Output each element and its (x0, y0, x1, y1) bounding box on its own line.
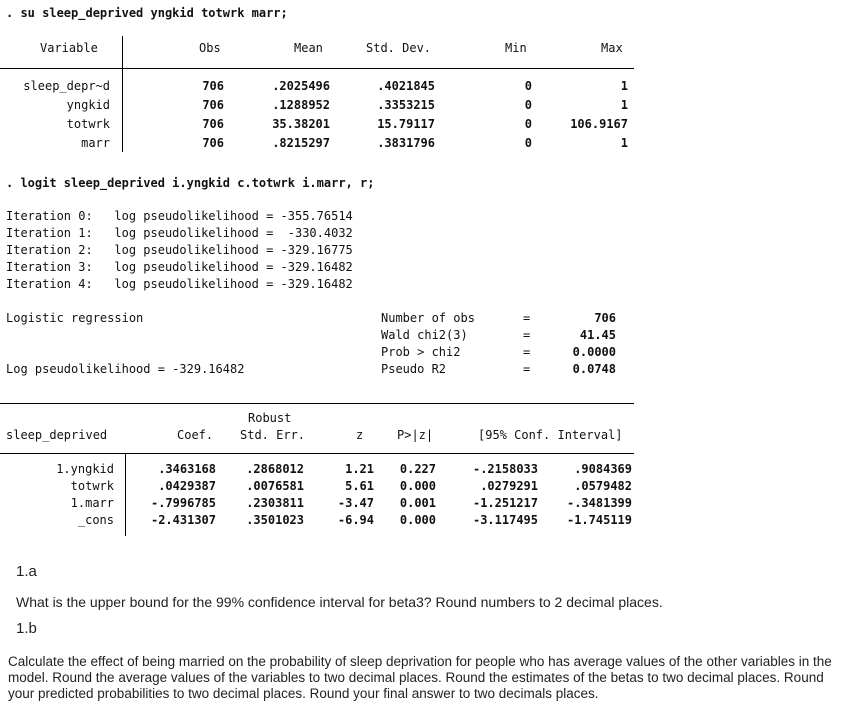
summary-obs: 706 (202, 98, 224, 112)
summary-header-mean: Mean (294, 41, 323, 55)
summary-obs: 706 (202, 79, 224, 93)
summary-sd: 15.79117 (377, 117, 435, 131)
coef-p: 0.000 (399, 513, 436, 527)
summary-header-rule (0, 68, 634, 69)
summary-max: 1 (620, 79, 628, 93)
question-1b-text: Calculate the effect of being married on the probability of sleep deprivation for people who has average values of the other variables in the model. Round the average values of the variables to two decimal places. Round the estimates of the betas to two decimal places. Round your predicted probabilities to two decimal places. Round your final answer to two decimals places. (8, 654, 832, 701)
coef-header-se: Std. Err. (240, 428, 306, 442)
summary-min: 0 (524, 98, 532, 112)
iteration-line: Iteration 2: log pseudolikelihood = -329.16775 (6, 243, 353, 257)
summary-var: yngkid (66, 98, 110, 112)
model-stat-value: 0.0000 (572, 345, 616, 359)
logit-command: . logit sleep_deprived i.yngkid c.totwrk i.marr, r; (6, 176, 375, 190)
summary-mean: .2025496 (272, 79, 330, 93)
coef-se: .2868012 (246, 462, 304, 476)
model-title: Logistic regression (6, 311, 144, 325)
coef-estimate: -.7996785 (150, 496, 216, 510)
coef-ci-low: .0279291 (480, 479, 538, 493)
coef-header-z: z (356, 428, 364, 442)
summary-header-sd: Std. Dev. (366, 41, 432, 55)
coef-header-coef: Coef. (177, 428, 214, 442)
coef-estimate: -2.431307 (150, 513, 216, 527)
coef-ci-high: .0579482 (574, 479, 632, 493)
coef-header-rule (0, 453, 634, 454)
coef-header-depvar: sleep_deprived (6, 428, 108, 442)
coef-p: 0.001 (399, 496, 436, 510)
model-stat-eq: = (523, 328, 531, 342)
summary-mean: .1288952 (272, 98, 330, 112)
summary-max: 1 (620, 136, 628, 150)
model-stat-eq: = (523, 362, 531, 376)
summary-max: 1 (620, 98, 628, 112)
summary-var: totwrk (66, 117, 110, 131)
model-stat-label: Prob > chi2 (381, 345, 461, 359)
coef-term: totwrk (70, 479, 114, 493)
coef-estimate: .3463168 (158, 462, 216, 476)
summary-sd: .4021845 (377, 79, 435, 93)
coef-term: 1.yngkid (56, 462, 114, 476)
coef-se: .2303811 (246, 496, 304, 510)
coef-z: 5.61 (345, 479, 374, 493)
summary-command: . su sleep_deprived yngkid totwrk marr; (6, 6, 288, 20)
summary-header-obs: Obs (199, 41, 221, 55)
coef-ci-low: -3.117495 (472, 513, 538, 527)
summary-header-variable: Variable (40, 41, 98, 55)
iteration-line: Iteration 0: log pseudolikelihood = -355.76514 (6, 209, 353, 223)
summary-header-max: Max (601, 41, 623, 55)
coef-ci-high: .9084369 (574, 462, 632, 476)
coef-term: 1.marr (70, 496, 114, 510)
summary-var: sleep_depr~d (23, 79, 110, 93)
summary-max: 106.9167 (570, 117, 628, 131)
model-stat-label: Wald chi2(3) (381, 328, 468, 342)
model-stat-eq: = (523, 345, 531, 359)
coef-header-p: P>|z| (397, 428, 434, 442)
iteration-line: Iteration 4: log pseudolikelihood = -329.16482 (6, 277, 353, 291)
model-stat-value: 41.45 (579, 328, 616, 342)
summary-min: 0 (524, 136, 532, 150)
summary-min: 0 (524, 117, 532, 131)
question-1b-label: 1.b (16, 620, 37, 637)
coef-term: _cons (77, 513, 114, 527)
summary-mean: .8215297 (272, 136, 330, 150)
summary-obs: 706 (202, 136, 224, 150)
iteration-line: Iteration 1: log pseudolikelihood = -330.4032 (6, 226, 353, 240)
coef-estimate: .0429387 (158, 479, 216, 493)
summary-header-min: Min (505, 41, 527, 55)
summary-sd: .3353215 (377, 98, 435, 112)
question-1a-text: What is the upper bound for the 99% confidence interval for beta3? Round numbers to 2 decimal places. (16, 594, 663, 610)
coef-header-ci: [95% Conf. Interval] (478, 428, 623, 442)
coef-z: 1.21 (345, 462, 374, 476)
coef-z: -3.47 (337, 496, 374, 510)
model-stat-eq: = (523, 311, 531, 325)
summary-obs: 706 (202, 117, 224, 131)
summary-min: 0 (524, 79, 532, 93)
summary-sd: .3831796 (377, 136, 435, 150)
summary-var: marr (81, 136, 110, 150)
summary-col-divider (122, 36, 123, 152)
model-stat-value: 0.0748 (572, 362, 616, 376)
log-pseudolikelihood: Log pseudolikelihood = -329.16482 (6, 362, 245, 376)
coef-top-rule (0, 403, 634, 404)
coef-se: .3501023 (246, 513, 304, 527)
coef-header-robust: Robust (248, 411, 292, 425)
question-1a-label: 1.a (16, 563, 37, 580)
coef-p: 0.227 (399, 462, 436, 476)
model-stat-value: 706 (594, 311, 616, 325)
coef-p: 0.000 (399, 479, 436, 493)
coef-ci-high: -1.745119 (566, 513, 632, 527)
iteration-line: Iteration 3: log pseudolikelihood = -329.16482 (6, 260, 353, 274)
model-stat-label: Pseudo R2 (381, 362, 447, 376)
coef-se: .0076581 (246, 479, 304, 493)
model-stat-label: Number of obs (381, 311, 475, 325)
coef-ci-high: -.3481399 (566, 496, 632, 510)
coef-ci-low: -1.251217 (472, 496, 538, 510)
summary-mean: 35.38201 (272, 117, 330, 131)
coef-col-divider (125, 453, 126, 536)
coef-z: -6.94 (337, 513, 374, 527)
coef-ci-low: -.2158033 (472, 462, 538, 476)
